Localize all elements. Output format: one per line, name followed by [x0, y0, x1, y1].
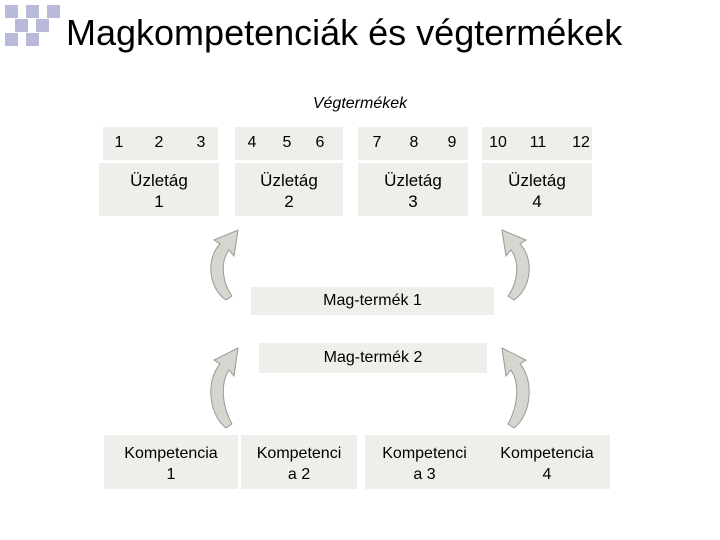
decorative-square	[26, 33, 39, 46]
decorative-square	[5, 5, 18, 18]
product-number: 11	[529, 134, 547, 151]
business-unit-label: Üzletág 1	[130, 171, 188, 211]
core-product-1: Mag-termék 1	[251, 287, 494, 315]
business-unit-label: Üzletág 3	[384, 171, 442, 211]
decorative-square	[36, 19, 49, 32]
product-number: 5	[282, 134, 292, 151]
product-number: 3	[196, 134, 206, 151]
product-number: 4	[247, 134, 257, 151]
product-number: 6	[315, 134, 325, 151]
core-product-2: Mag-termék 2	[259, 343, 487, 373]
decorative-square	[15, 19, 28, 32]
business-unit-label: Üzletág 2	[260, 171, 318, 211]
business-unit-label: Üzletág 4	[508, 171, 566, 211]
curved-arrow-up-right-icon	[492, 340, 542, 430]
product-number: 1	[114, 134, 124, 151]
decorative-square	[47, 5, 60, 18]
curved-arrow-up-left-icon	[198, 222, 248, 302]
product-number: 12	[572, 134, 590, 151]
competency-label: Kompetenci a 2	[256, 445, 342, 483]
slide-title: Magkompetenciák és végtermékek	[66, 12, 623, 53]
product-number: 9	[447, 134, 457, 151]
decorative-square	[26, 5, 39, 18]
competency-label: Kompetencia 4	[500, 445, 594, 483]
curved-arrow-up-left-icon	[198, 340, 248, 430]
curved-arrow-up-right-icon	[492, 222, 542, 302]
decorative-square	[5, 33, 18, 46]
product-number: 2	[154, 134, 164, 151]
product-number: 7	[372, 134, 382, 151]
product-number: 8	[409, 134, 419, 151]
diagram-subtitle: Végtermékek	[312, 95, 408, 112]
competency-label: Kompetencia 1	[124, 445, 218, 483]
product-number: 10	[489, 134, 507, 151]
competency-label: Kompetenci a 3	[382, 445, 467, 483]
